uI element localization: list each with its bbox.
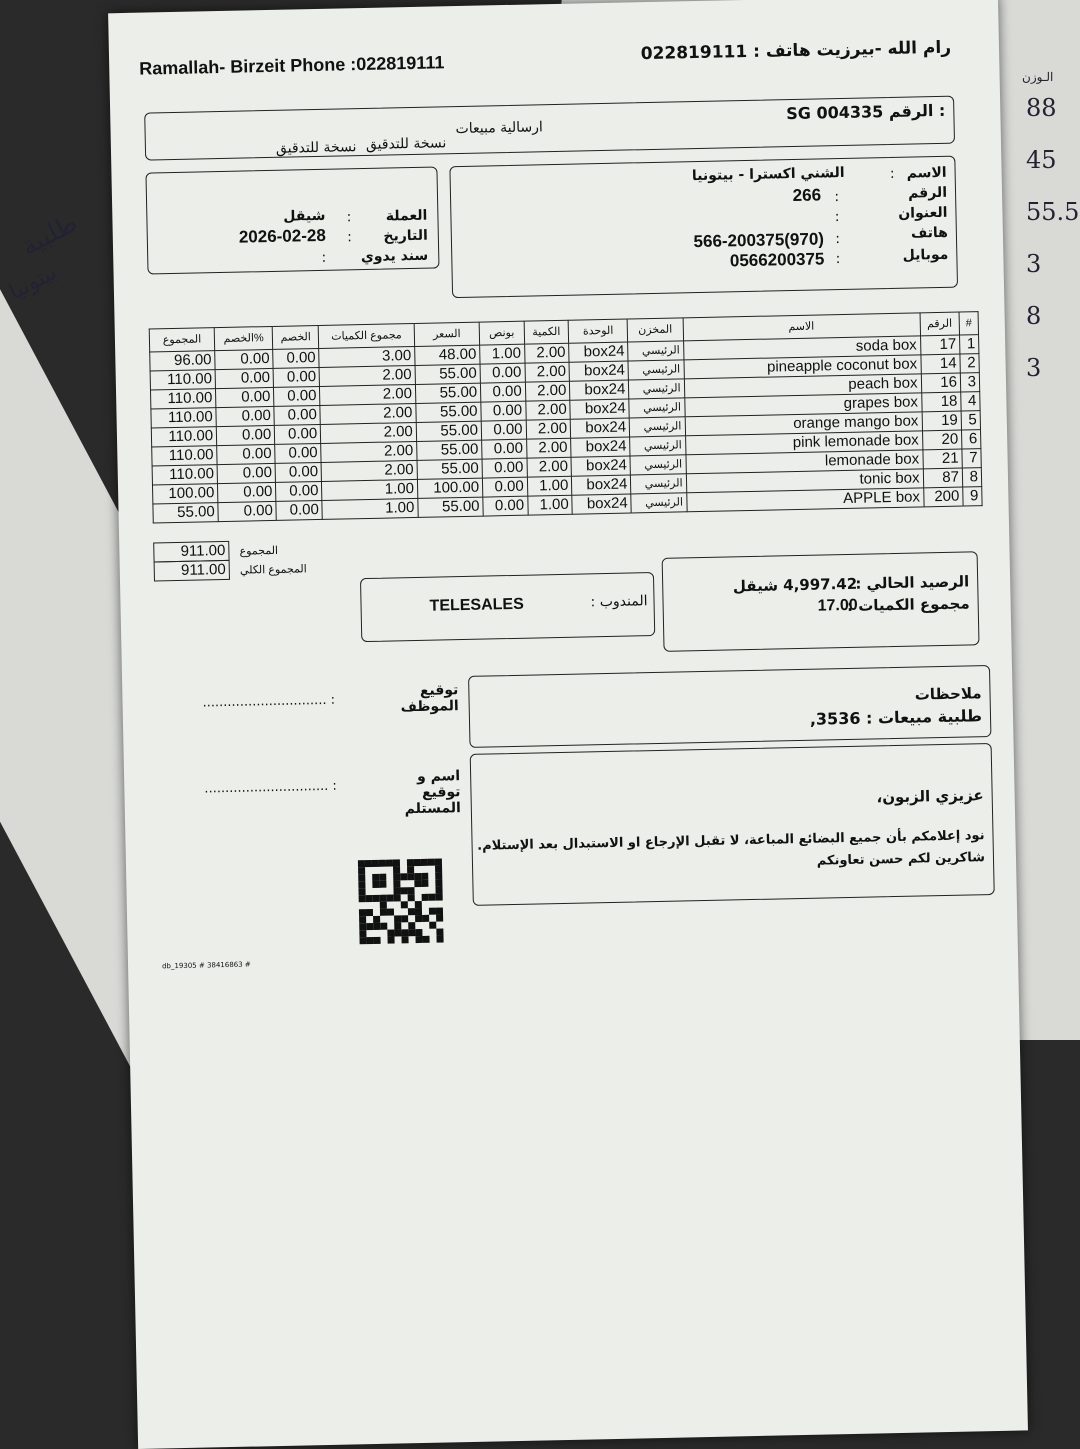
cell-name: peach box	[684, 374, 921, 398]
cell-discount-pct: 0.00	[215, 368, 273, 388]
cell-discount-pct: 0.00	[215, 349, 273, 369]
cell-price: 55.00	[417, 459, 483, 479]
customer-number-value: 266	[792, 185, 822, 206]
cell-num: 19	[922, 411, 962, 431]
cell-unit: box24	[571, 456, 630, 476]
bg-right-number: 8	[1026, 302, 1042, 330]
doc-number	[786, 101, 945, 123]
receiver-sign-label: اسم و توقيع المستلم	[404, 768, 461, 818]
cell-num: 14	[920, 354, 960, 374]
rep-value: TELESALES	[429, 595, 524, 615]
cell-bonus: 0.00	[481, 401, 526, 421]
currency-date-box	[145, 166, 439, 274]
balance-label: الرصيد الحالي :	[855, 572, 970, 593]
cell-bonus: 0.00	[481, 420, 526, 440]
cell-price: 55.00	[415, 383, 481, 403]
cell-qty-total: 1.00	[322, 498, 418, 519]
cell-total: 100.00	[152, 484, 218, 504]
doc-type-line1: ارسالية مبيعات	[455, 119, 543, 138]
col-store: المخزن	[627, 318, 683, 342]
colon: :	[834, 209, 840, 226]
cell-store: الرئيسي	[628, 341, 684, 361]
cell-qty-total: 2.00	[319, 365, 415, 386]
cell-total: 110.00	[152, 465, 218, 485]
customer-mobile-value: 0566200375	[729, 249, 825, 271]
doc-type-box	[144, 96, 955, 161]
bg-right-number: 3	[1026, 354, 1042, 382]
cell-store: الرئيسي	[630, 436, 686, 456]
cell-qty-total: 2.00	[320, 384, 416, 405]
cell-name: APPLE box	[686, 488, 923, 512]
cell-qty-total: 2.00	[320, 403, 416, 424]
cell-name: lemonade box	[685, 450, 922, 474]
rep-label: المندوب :	[590, 593, 648, 611]
col-bonus: بونص	[479, 321, 524, 345]
cell-num: 87	[923, 468, 963, 488]
receiver-sign-line: .............................. :	[204, 778, 337, 797]
cell-price: 55.00	[417, 440, 483, 460]
cell-discount: 0.00	[276, 500, 322, 520]
cell-price: 55.00	[416, 402, 482, 422]
grand-total-label: المجموع الكلي	[239, 563, 307, 577]
cell-discount: 0.00	[273, 367, 319, 387]
balance-box	[662, 551, 980, 652]
currency-label: العملة	[385, 207, 428, 225]
cell-store: الرئيسي	[629, 379, 685, 399]
cell-total: 110.00	[151, 427, 217, 447]
cell-qty: 2.00	[525, 362, 570, 382]
cell-discount: 0.00	[274, 405, 320, 425]
employee-sign-line: .............................. :	[202, 692, 336, 711]
cell-qty: 1.00	[527, 476, 572, 496]
doc-type-line3: نسخة للتدقيق	[275, 139, 357, 157]
customer-address-label: العنوان	[898, 204, 948, 222]
col-price: السعر	[414, 322, 480, 346]
cell-qty: 2.00	[527, 457, 572, 477]
cell-qty: 2.00	[526, 438, 571, 458]
doc-type-line2: نسخة للتدقيق	[365, 135, 447, 153]
bg-right-number: 3	[1026, 250, 1042, 278]
cell-price: 55.00	[416, 421, 482, 441]
cell-store: الرئيسي	[631, 493, 687, 513]
header-left-title: Ramallah- Birzeit Phone :022819111	[139, 52, 445, 79]
cell-num: 16	[921, 373, 961, 393]
cell-num: 18	[921, 392, 961, 412]
cell-total: 110.00	[152, 446, 218, 466]
cell-discount: 0.00	[275, 443, 321, 463]
bg-right-number: 88	[1026, 94, 1057, 122]
customer-number-label: الرقم	[907, 184, 948, 202]
col-qty-total: مجموع الكميات	[319, 323, 415, 348]
cell-discount-pct: 0.00	[216, 387, 274, 407]
cell-discount: 0.00	[274, 386, 320, 406]
cell-unit: box24	[570, 380, 629, 400]
cell-unit: box24	[572, 475, 631, 495]
cell-discount: 0.00	[275, 424, 321, 444]
cell-idx: 6	[962, 430, 981, 449]
cell-name: orange mango box	[685, 412, 922, 436]
cell-price: 48.00	[415, 345, 481, 365]
cell-idx: 4	[961, 392, 980, 411]
colon: :	[346, 209, 352, 226]
cell-total: 96.00	[150, 351, 216, 371]
cell-price: 55.00	[415, 364, 481, 384]
col-name: الاسم	[683, 313, 920, 341]
notes-box	[468, 665, 991, 748]
cell-total: 110.00	[150, 370, 216, 390]
sum-label: المجموع	[239, 544, 279, 558]
col-discount: الخصم	[272, 325, 319, 349]
cell-qty: 2.00	[526, 419, 571, 439]
cell-unit: box24	[569, 342, 628, 362]
sum-value: 911.00	[153, 541, 229, 563]
message-greeting: عزيزي الزبون،	[876, 786, 984, 807]
colon: :	[834, 189, 840, 206]
cell-price: 100.00	[417, 478, 483, 498]
grand-total-value: 911.00	[154, 560, 230, 582]
colon: :	[835, 231, 841, 248]
cell-unit: box24	[570, 418, 629, 438]
rep-box	[360, 572, 655, 642]
cell-unit: box24	[570, 399, 629, 419]
cell-store: الرئيسي	[629, 398, 685, 418]
cell-num: 17	[920, 335, 960, 355]
cell-name: tonic box	[686, 469, 923, 493]
receipt-page	[108, 0, 1028, 1449]
customer-name-label: الاسم	[906, 164, 947, 182]
cell-total: 110.00	[150, 389, 216, 409]
cell-discount-pct: 0.00	[216, 406, 274, 426]
bg-right-number: 55.5	[1026, 198, 1080, 226]
cell-unit: box24	[572, 494, 631, 514]
grand-total-row	[154, 558, 307, 581]
footer-code: db_19305 # 38416863 #	[161, 960, 251, 971]
doc-number-label: الرقم :	[888, 100, 946, 121]
qty-sum-value: 17.00	[817, 596, 858, 615]
employee-sign-label: توقيع الموظف	[400, 682, 459, 716]
cell-idx: 8	[962, 468, 981, 487]
date-label: التاريخ	[383, 227, 428, 245]
cell-bonus: 0.00	[482, 458, 527, 478]
cell-discount-pct: 0.00	[216, 425, 274, 445]
col-discount-pct: الخصم%	[214, 326, 273, 350]
cell-discount-pct: 0.00	[218, 501, 276, 521]
cell-name: grapes box	[684, 393, 921, 417]
colon: :	[321, 249, 327, 266]
cell-num: 20	[922, 430, 962, 450]
col-total: المجموع	[149, 328, 215, 352]
message-line1: نود إعلامكم بأن جميع البضائع المباعة، لا تقبل الإرجاع او الاستبدال بعد الإستلام.	[477, 828, 985, 854]
cell-qty-total: 2.00	[321, 422, 417, 443]
colon: :	[346, 229, 353, 246]
cell-discount: 0.00	[276, 481, 322, 501]
cell-store: الرئيسي	[631, 474, 687, 494]
cell-qty-total: 3.00	[319, 346, 415, 367]
cell-price: 55.00	[418, 497, 484, 517]
bg-right-number: 45	[1026, 146, 1057, 174]
bg-left-text: طلبية	[16, 207, 83, 263]
col-unit: الوحدة	[568, 319, 627, 343]
cell-name: soda box	[683, 336, 920, 360]
cell-idx: 3	[960, 373, 979, 392]
customer-box	[449, 156, 958, 299]
items-table	[149, 311, 983, 523]
colon: :	[889, 165, 895, 182]
cell-store: الرئيسي	[629, 417, 685, 437]
colon: :	[835, 251, 841, 268]
cell-store: الرئيسي	[630, 455, 686, 475]
cell-name: pink lemonade box	[685, 431, 922, 455]
notes-text: طلبية مبيعات : 3536,	[809, 706, 983, 729]
cell-num: 200	[923, 487, 963, 507]
cell-idx: 1	[960, 335, 979, 354]
cell-name: pineapple coconut box	[683, 355, 920, 379]
cell-discount: 0.00	[273, 348, 319, 368]
bg-left-text-2: بيتونيا	[5, 259, 62, 306]
cell-qty-total: 2.00	[321, 460, 417, 481]
cell-store: الرئيسي	[628, 360, 684, 380]
customer-phone-label: هاتف	[910, 224, 949, 242]
cell-bonus: 0.00	[482, 439, 527, 459]
cell-qty-total: 2.00	[321, 441, 417, 462]
cell-total: 55.00	[153, 503, 219, 523]
cell-qty: 2.00	[525, 400, 570, 420]
date-value: 2026-02-28	[238, 225, 326, 247]
col-qty: الكمية	[524, 320, 569, 344]
doc-number-value: SG 004335	[786, 102, 884, 124]
cell-qty: 1.00	[527, 495, 572, 515]
cell-num: 21	[922, 449, 962, 469]
cell-bonus: 0.00	[482, 477, 527, 497]
cell-idx: 2	[960, 354, 979, 373]
notes-title: ملاحظات	[914, 684, 982, 704]
header-right-title: رام الله -بيرزيت هاتف : 022819111	[640, 37, 952, 65]
cell-discount-pct: 0.00	[217, 444, 275, 464]
cell-bonus: 0.00	[483, 496, 528, 516]
customer-mobile-label: موبايل	[902, 246, 949, 264]
cell-discount-pct: 0.00	[217, 463, 275, 483]
bg-right-header: الـوزن	[1022, 70, 1054, 84]
cell-total: 110.00	[151, 408, 217, 428]
col-idx: #	[959, 312, 978, 335]
cell-bonus: 1.00	[480, 344, 525, 364]
cell-idx: 5	[961, 411, 980, 430]
balance-value: 4,997.42 شيقل	[732, 574, 858, 596]
customer-phone-value: 566-200375(970)	[693, 229, 825, 252]
message-box	[470, 743, 995, 906]
cell-bonus: 0.00	[480, 382, 525, 402]
cell-unit: box24	[569, 361, 628, 381]
qty-sum-label: مجموع الكميات :	[846, 594, 970, 615]
cell-discount: 0.00	[275, 462, 321, 482]
cell-qty: 2.00	[524, 343, 569, 363]
cell-bonus: 0.00	[480, 363, 525, 383]
doc-manual-label: سند يدوي	[360, 247, 429, 266]
message-line2: شاكرين لكم حسن تعاونكم	[816, 850, 986, 869]
col-num: الرقم	[920, 312, 960, 336]
cell-idx: 7	[962, 449, 981, 468]
qr-code	[358, 859, 444, 945]
customer-name-value: الشني اكسترا - بيتونيا	[691, 164, 845, 185]
cell-discount-pct: 0.00	[218, 482, 276, 502]
cell-qty: 2.00	[525, 381, 570, 401]
cell-idx: 9	[963, 487, 982, 506]
cell-qty-total: 1.00	[322, 479, 418, 500]
currency-value: شيقل	[283, 207, 326, 225]
cell-unit: box24	[571, 437, 630, 457]
